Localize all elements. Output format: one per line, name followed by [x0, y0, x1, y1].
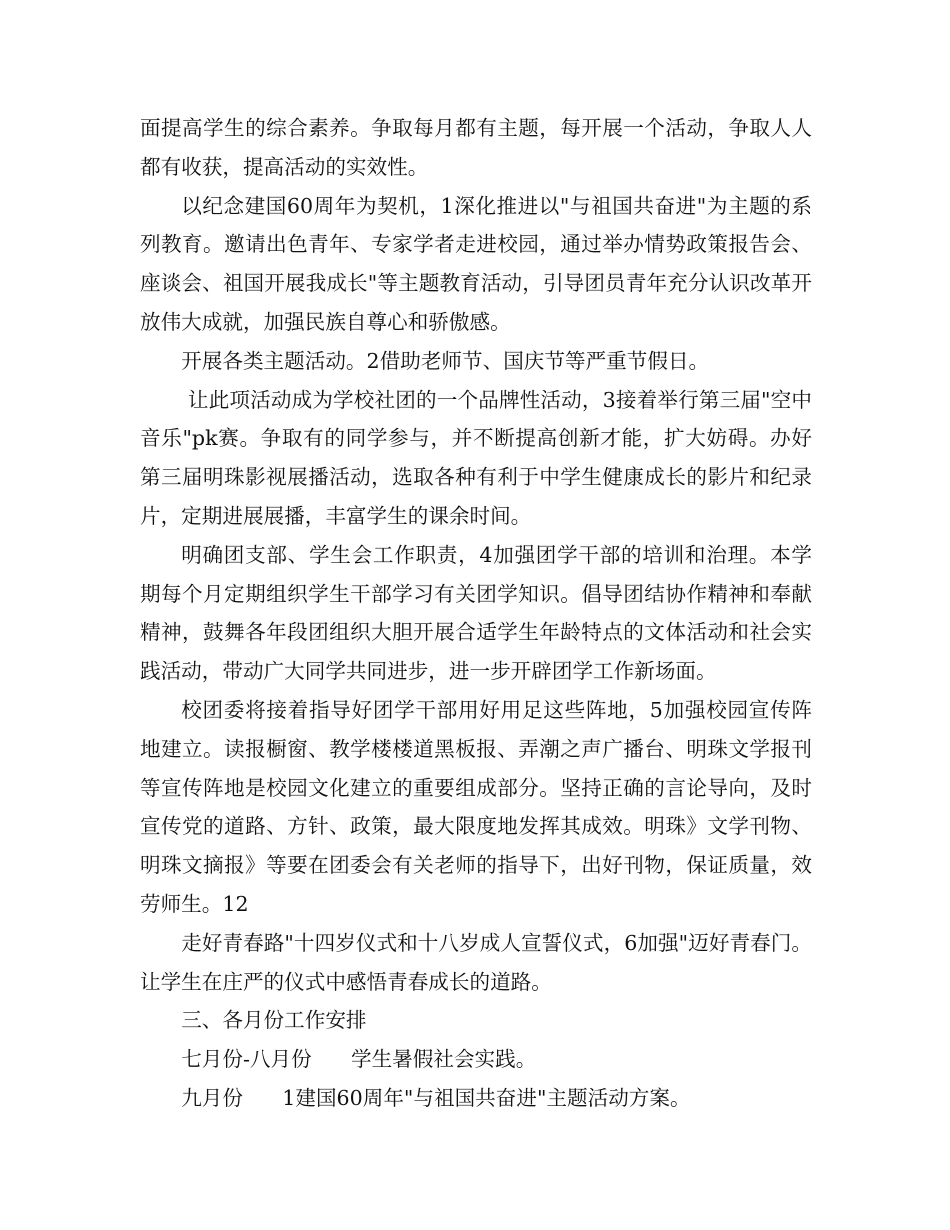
paragraph-2: 以纪念建国60周年为契机，1深化推进以"与祖国共奋进"为主题的系列教育。邀请出色青年、专家学者走进校园，通过举办情势政策报告会、座谈会、祖国开展我成长"等主题教育活动，引导团员青年充分认识改革开放伟大成就，加强民族自尊心和骄傲感。: [140, 193, 812, 334]
paragraph-4: 让此项活动成为学校社团的一个品牌性活动，3接着举行第三届"空中音乐"pk赛。争取有的同学参与，并不断提高创新才能，扩大妨碍。办好第三届明珠影视展播活动，选取各种有利于中学生健康成长的影片和纪录片，定期进展展播，丰富学生的课余时间。: [140, 387, 813, 528]
document-body: [140, 109, 812, 1118]
paragraph-6: 校团委将接着指导好团学干部用好用足这些阵地，5加强校园宣传阵地建立。读报橱窗、教学楼楼道黑板报、弄潮之声广播台、明珠文学报刊等宣传阵地是校园文化建立的重要组成部分。坚持正确的言论导向，及时宣传党的道路、方针、政策，最大限度地发挥其成效。明珠》文学刊物、明珠文摘报》等要在团委会有关老师的指导下，出好刊物，保证质量，效劳师生。12: [140, 697, 812, 916]
section-heading-monthly-schedule: 三、各月份工作安排: [181, 1008, 367, 1033]
schedule-item-september: 九月份 1建国60周年"与祖国共奋进"主题活动方案。: [181, 1085, 691, 1110]
schedule-item-july-august: 七月份-八月份 学生暑假社会实践。: [181, 1047, 537, 1072]
paragraph-1: 面提高学生的综合素养。争取每月都有主题，每开展一个活动，争取人人都有收获，提高活动的实效性。: [140, 116, 812, 179]
paragraph-5: 明确团支部、学生会工作职责，4加强团学干部的培训和治理。本学期每个月定期组织学生干部学习有关团学知识。倡导团结协作精神和奉献精神，鼓舞各年段团组织大胆开展合适学生年龄特点的文体活动和社会实践活动，带动广大同学共同进步，进一步开辟团学工作新场面。: [140, 542, 812, 684]
paragraph-7: 走好青春路"十四岁仪式和十八岁成人宣誓仪式，6加强"迈好青春门。让学生在庄严的仪式中感悟青春成长的道路。: [140, 930, 812, 994]
paragraph-3: 开展各类主题活动。2借助老师节、国庆节等严重节假日。: [181, 348, 710, 373]
